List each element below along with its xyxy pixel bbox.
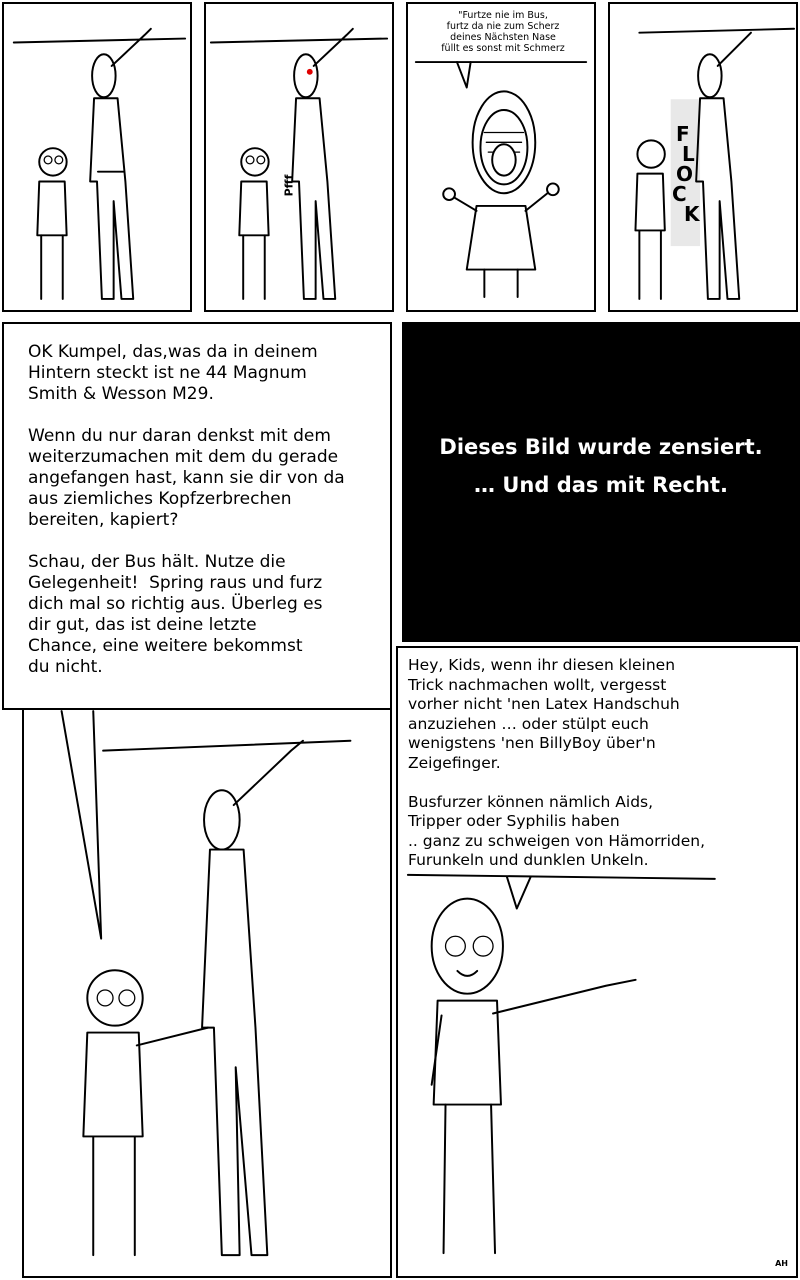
flock-letter-k: K: [684, 202, 700, 226]
comic-panel-2: [204, 2, 394, 312]
panel-5-drawing: [24, 710, 390, 1276]
rhyme-line-3: deines Nächsten Nase: [450, 32, 556, 43]
panel-5-caption-text: OK Kumpel, das,was da in deinem Hintern steckt ist ne 44 Magnum Smith & Wesson M29. Wenn du nur daran denkst mit dem weiterzumachen mit dem du gerade angefangen hast, kann sie dir von da aus ziemliches Kopfzerbrechen bereiten, kapiert? Schau, der Bus hält. Nutze die Gelegenheit! Spring raus und furz dich mal so richtig aus. Überleg es dir gut, das ist deine letzte Chance, eine weitere bekommst du nicht.: [28, 342, 345, 677]
rhyme-line-4: füllt es sonst mit Schmerz: [441, 43, 565, 54]
panel-5-caption-box: [2, 322, 392, 710]
comic-panel-1: [2, 2, 192, 312]
censored-panel: [402, 322, 800, 642]
censored-line-2: … Und das mit Recht.: [474, 473, 728, 497]
rhyme-line-1: "Furtze nie im Bus,: [458, 10, 548, 21]
censored-line-1: Dieses Bild wurde zensiert.: [439, 435, 763, 459]
panel-2-drawing: [206, 4, 392, 310]
panel-8-caption-text: Hey, Kids, wenn ihr diesen kleinen Trick nachmachen wollt, vergesst vorher nicht 'nen Latex Handschuh anzuziehen … oder stülpt euch wenigstens 'nen BillyBoy über'n Zeigefinger. Busfurzer können nämlich Aids, Tripper oder Syphilis haben .. ganz zu schweigen von Hämorriden, Furunkeln und dunklen Unkeln.: [408, 656, 706, 869]
panel-3-drawing: [408, 4, 594, 310]
flock-letter-l: L: [682, 142, 695, 166]
comic-panel-8: [396, 646, 798, 1278]
comic-panel-4: [608, 2, 798, 312]
comic-panel-3: [406, 2, 596, 312]
artist-signature: AH: [775, 1259, 788, 1268]
pfff-sound-effect: Pfff: [282, 174, 296, 197]
panel-4-drawing: [610, 4, 796, 310]
rhyme-line-2: furtz da nie zum Scherz: [446, 21, 560, 32]
flock-letter-c: C: [672, 182, 687, 206]
panel-1-drawing: [4, 4, 190, 310]
flock-sound-effect: [672, 122, 700, 226]
panel-8-drawing: [398, 648, 796, 1276]
comic-panel-5: [22, 708, 392, 1278]
flock-letter-f: F: [676, 122, 690, 146]
flock-letter-o: O: [676, 162, 694, 186]
